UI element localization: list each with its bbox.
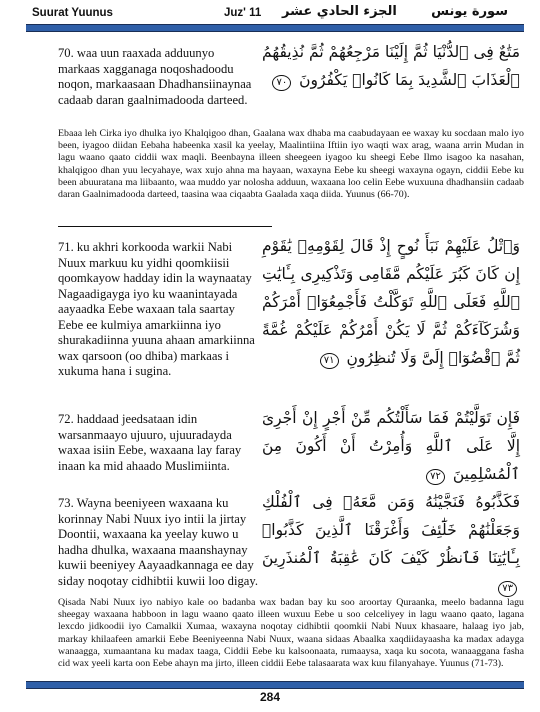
footer-bar <box>26 681 524 689</box>
verse-70-arabic-text: مَتَٰعٌ فِى ٱلدُّنْيَا ثُمَّ إِلَيْنَا مَرْجِعُهُمْ ثُمَّ نُذِيقُهُمُ ٱلْعَذَابَ ٱلشَّدِيدَ بِمَا كَانُوا۟ يَكْفُرُونَ <box>262 43 520 89</box>
verse-73-arabic <box>262 488 520 600</box>
verse-70-number: ٧٠ <box>272 75 291 91</box>
page-number: 284 <box>259 690 281 704</box>
section-divider <box>58 226 272 227</box>
verse-71-translation: 71. ku akhri korkooda warkii Nabi Nuux markuu ku yidhi qoomkiisii qoomkayow hadday idin la waynaatay Nagaadigayga iyo ku waanintayada aayaadka Eebe waxaan tala saartay Eebe ee kulmiya amarkiinna iyo shurakadiinna yuuna ahaan amarkiinna wax qarsoon (oo dhiba) markaas i xukuma hana i sugina. <box>58 240 255 378</box>
verse-73-number: ٧٣ <box>498 581 517 597</box>
commentary-66-70: Ebaaa leh Cirka iyo dhulka iyo Khalqigoo dhan, Gaalana wax dhaba ma caabudayaan ee waxay ku socdaan malo iyo been, iyagoo diidan Eebaha habeenka xasil ka yeelay, Maalintiina Iftiin iyo waqti wax arag, waana arrin Mudan in lagu waano qaato ciddii wax maqli. Beenbayna illeen sheegeen iyagoo ku sheegi Eebe Ilmo isagoo ka nasahan, khalqigoo dhan yuu lecyahaye, wax xujo ahna ma hayaan, waxayna Eebe ku sheegi waxayna ogayn, ciddii Eebe ku been abuuratana ma liibaanto, waa muddo yar nolosha adduun, waxaana loo celin Eebe wuxuuna dhadhansiin cadaab daran Gaalnimadooda darteed, taasina waa ciqaabta Gaalada xaqa diida. Yuunus (66-70). <box>58 128 524 201</box>
verse-70-translation: 70. waa uun raaxada adduunyo markaas xagganaga noqoshadoodu noqon, markaasaan Dhadhansiinaynaa cadaab daran gaalnimadooda darteed. <box>58 46 252 107</box>
verse-72-arabic <box>262 404 520 488</box>
page-header <box>12 2 528 22</box>
verse-73-translation: 73. Wayna beeniyeen waxaana ku korinnay Nabi Nuux iyo intii la jirtay Doontii, waxaana ka yeelay kuwo u hadha dhulka, waxaana maanshaynay kuwii beeniyey Aayaadkannaga ee day siday noqotay cidhibtii kuwii loo digay. <box>58 496 258 588</box>
header-bar <box>26 24 524 32</box>
juz-arabic-label: الجزء الحادي عشر <box>282 4 397 19</box>
verse-72-translation: 72. haddaad jeedsataan idin warsanmaayo ujuuro, ujuuradayda waxaa isiin Eebe, waxaana lay faray inaan ka mid ahaado Muslimiinta. <box>58 412 242 473</box>
verse-71-arabic-text: وَٱتْلُ عَلَيْهِمْ نَبَأَ نُوحٍ إِذْ قَالَ لِقَوْمِهِۦ يَٰقَوْمِ إِن كَانَ كَبُرَ عَلَيْكُم مَّقَامِى وَتَذْكِيرِى بِـَٔايَٰتِ ٱللَّهِ فَعَلَى ٱللَّهِ تَوَكَّلْتُ فَأَجْمِعُوٓا۟ أَمْرَكُمْ وَشُرَكَآءَكُمْ ثُمَّ لَا يَكُنْ أَمْرُكُمْ عَلَيْكُمْ غُمَّةً ثُمَّ ٱقْضُوٓا۟ إِلَىَّ وَلَا تُنظِرُونِ <box>262 237 520 367</box>
verse-71-number: ٧١ <box>320 353 339 369</box>
verse-72-arabic-text: فَإِن تَوَلَّيْتُمْ فَمَا سَأَلْتُكُم مِّنْ أَجْرٍ إِنْ أَجْرِىَ إِلَّا عَلَى ٱللَّهِ وَأُمِرْتُ أَنْ أَكُونَ مِنَ ٱلْمُسْلِمِينَ <box>262 409 520 483</box>
surah-name: Suurat Yuunus <box>32 7 113 19</box>
juz-label: Juz' 11 <box>224 7 262 19</box>
verse-71-arabic <box>262 232 520 372</box>
verse-70-arabic <box>262 38 520 94</box>
surah-arabic-name: سورة يونس <box>431 4 508 19</box>
verse-72-number: ٧٢ <box>426 469 445 485</box>
verse-73-arabic-text: فَكَذَّبُوهُ فَنَجَّيْنَٰهُ وَمَن مَّعَهُۥ فِى ٱلْفُلْكِ وَجَعَلْنَٰهُمْ خَلَٰٓئِفَ وَأَغْرَقْنَا ٱلَّذِينَ كَذَّبُوا۟ بِـَٔايَٰتِنَا فَٱنظُرْ كَيْفَ كَانَ عَٰقِبَةُ ٱلْمُنذَرِينَ <box>262 493 520 567</box>
commentary-71-73: Qisada Nabi Nuux iyo nabiyo kale oo badanba wax badan bay ku soo aroortay Quraanka, meelo badanna lagu sheegay waxaana habboon in lagu waano qaato illeen wuxuu Eebe u soo celceliyey in lagu waano qaato, lagana lexcdo jidkoodii iyo Camalkii Xumaa, waxayna noqotay cidhibtii qoomkii Nabi Nuux khasaare, halaag iyo jab, markay khilaafeen amarkii Eebe Beeniyeenna Nabi Nuux, waana sidaas Abaalka xaqdiidayaasha ka madax adayga wanaagga, xumaantana ku madax taaga, Ciddii Eebe ku kalsoonaata, rumaaysa, xaqa ku socota, wanaaggana fasha cid wax yeeli karta oon Eebe ahayn ma jirto, illeen ciddii Eebe talasaarata wax kuu filanyahaye. Yuunus (71-73). <box>58 597 524 670</box>
